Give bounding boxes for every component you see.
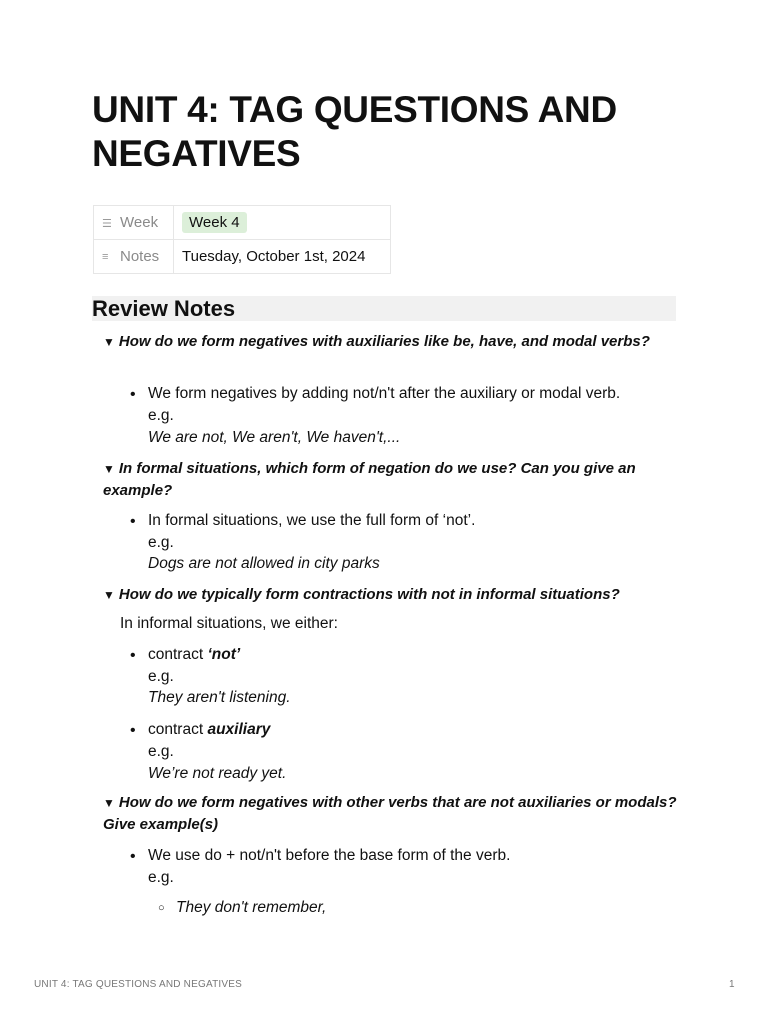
example-1: We are not, We aren't, We haven't,... xyxy=(148,429,401,446)
answer-1: We form negatives by adding not/n't after the auxiliary or modal verb. xyxy=(148,385,621,402)
toggle-triangle-icon[interactable]: ▼ xyxy=(103,796,115,810)
section-heading: Review Notes xyxy=(92,296,676,321)
bullet-icon: • xyxy=(130,386,136,403)
toggle-question-1[interactable] xyxy=(103,331,683,353)
example-3-1: They aren't listening. xyxy=(148,689,291,706)
toggle-triangle-icon[interactable]: ▼ xyxy=(103,588,115,602)
answer-4: We use do + not/n't before the base form of the verb. xyxy=(148,847,511,864)
hollow-bullet-icon: ○ xyxy=(158,902,165,914)
eg-label-2: e.g. xyxy=(148,534,174,551)
footer-title: UNIT 4: TAG QUESTIONS AND NEGATIVES xyxy=(34,979,242,990)
eg-label-3-2: e.g. xyxy=(148,743,174,760)
example-3-2: We’re not ready yet. xyxy=(148,765,287,782)
bullet-icon: • xyxy=(130,513,136,530)
text-lines-icon: ≡ xyxy=(102,251,109,264)
bullet-icon: • xyxy=(130,848,136,865)
toggle-triangle-icon[interactable]: ▼ xyxy=(103,462,115,476)
item-3-1 xyxy=(148,644,240,666)
sub-example-4: They don't remember, xyxy=(176,899,327,916)
question-4-text: How do we form negatives with other verbs that are not auxiliaries or modals? Give example(s) xyxy=(103,794,677,833)
week-tag: Week 4 xyxy=(182,212,247,233)
toggle-question-2[interactable] xyxy=(103,458,683,502)
answer-2: In formal situations, we use the full form of ‘not’. xyxy=(148,512,476,529)
question-2-text: In formal situations, which form of negation do we use? Can you give an example? xyxy=(103,460,636,499)
item-3-1-prefix: contract xyxy=(148,646,208,663)
item-3-2 xyxy=(148,719,270,741)
item-3-2-prefix: contract xyxy=(148,721,208,738)
eg-label-1: e.g. xyxy=(148,407,174,424)
bullet-icon: • xyxy=(130,722,136,739)
toggle-question-4[interactable] xyxy=(103,792,683,836)
property-label-notes: Notes xyxy=(120,248,160,265)
question-3-text: How do we typically form contractions with not in informal situations? xyxy=(118,586,620,603)
property-label-week: Week xyxy=(120,214,159,231)
eg-label-4: e.g. xyxy=(148,869,174,886)
question-1-text: How do we form negatives with auxiliaries like be, have, and modal verbs? xyxy=(118,333,650,350)
item-3-1-emphasis: ‘not’ xyxy=(207,646,241,663)
footer-page-number: 1 xyxy=(729,979,735,990)
property-value-notes[interactable]: Tuesday, October 1st, 2024 xyxy=(174,240,391,274)
example-2: Dogs are not allowed in city parks xyxy=(148,555,380,572)
eg-label-3-1: e.g. xyxy=(148,668,174,685)
page-title: UNIT 4: TAG QUESTIONS AND NEGATIVES xyxy=(92,89,617,174)
intro-3: In informal situations, we either: xyxy=(120,615,338,632)
bullet-icon: • xyxy=(130,647,136,664)
list-icon: ☰ xyxy=(102,217,112,230)
toggle-question-3[interactable] xyxy=(103,584,683,606)
toggle-triangle-icon[interactable]: ▼ xyxy=(103,335,115,349)
item-3-2-emphasis: auxiliary xyxy=(207,721,271,738)
